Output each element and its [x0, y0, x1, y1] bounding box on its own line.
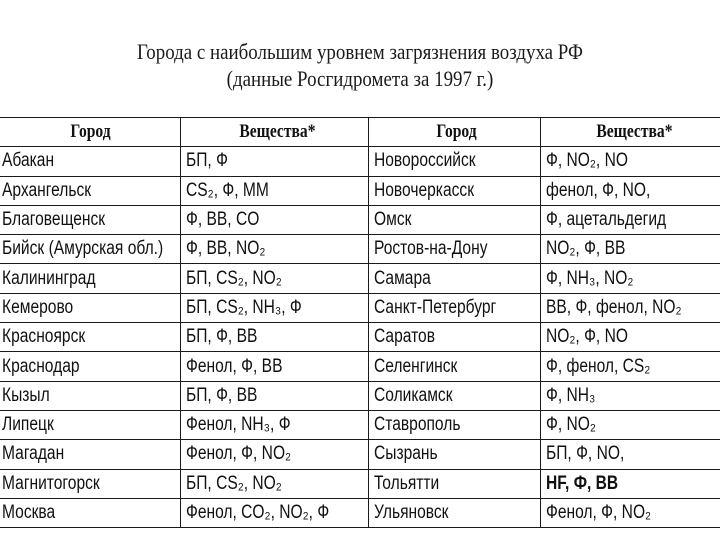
- header-substances-1: Вещества*: [181, 118, 369, 147]
- table-row: [0, 410, 720, 439]
- table-row: [0, 293, 720, 322]
- substances-cell: БП, CS₂, NO₂: [181, 264, 369, 293]
- city-cell: Липецк: [0, 410, 181, 439]
- city-cell: Саратов: [369, 323, 541, 352]
- substances-cell: Ф, NH₃, NO₂: [541, 264, 720, 293]
- city-cell: Санкт-Петербург: [369, 293, 541, 322]
- table-row: [0, 440, 720, 469]
- substances-cell: Фенол, Ф, NO₂: [541, 498, 720, 527]
- substances-cell: Фенол, NH₃, Ф: [181, 410, 369, 439]
- substances-cell: БП, Ф, NO,: [541, 440, 720, 469]
- table-row: [0, 469, 720, 498]
- table-row: [0, 176, 720, 205]
- substances-cell: Фенол, Ф, NO₂: [181, 440, 369, 469]
- substances-cell: Фенол, Ф, ВВ: [181, 352, 369, 381]
- city-cell: Благовещенск: [0, 205, 181, 234]
- table-row: [0, 381, 720, 410]
- header-city-2: Город: [369, 118, 541, 147]
- substances-cell: Ф, NO₂: [541, 410, 720, 439]
- substances-cell: БП, Ф: [181, 147, 369, 176]
- substances-cell: Ф, NH₃: [541, 381, 720, 410]
- substances-cell: NO₂, Ф, NO: [541, 323, 720, 352]
- city-cell: Новороссийск: [369, 147, 541, 176]
- city-cell: Ульяновск: [369, 498, 541, 527]
- header-row: [0, 118, 720, 147]
- table-title: [0, 38, 720, 92]
- substances-cell: ВВ, Ф, фенол, NO₂: [541, 293, 720, 322]
- city-cell: Красноярск: [0, 323, 181, 352]
- city-cell: Краснодар: [0, 352, 181, 381]
- city-cell: Селенгинск: [369, 352, 541, 381]
- substances-cell: фенол, Ф, NO,: [541, 176, 720, 205]
- header-substances-2: Вещества*: [541, 118, 720, 147]
- city-cell: Магадан: [0, 440, 181, 469]
- title-line-2: (данные Росгидромета за 1997 г.): [226, 66, 494, 91]
- city-cell: Самара: [369, 264, 541, 293]
- substances-cell: БП, Ф, ВВ: [181, 323, 369, 352]
- city-cell: Соликамск: [369, 381, 541, 410]
- substances-cell: Ф, ВВ, CO: [181, 205, 369, 234]
- table-row: [0, 147, 720, 176]
- table-row: [0, 205, 720, 234]
- substances-cell: HF, Ф, ВВ: [541, 469, 720, 498]
- substances-cell: Ф, NO₂, NO: [541, 147, 720, 176]
- pollution-table: [0, 117, 720, 528]
- substances-cell: CS₂, Ф, ММ: [181, 176, 369, 205]
- city-cell: Тольятти: [369, 469, 541, 498]
- header-city-1: Город: [0, 118, 181, 147]
- city-cell: Магнитогорск: [0, 469, 181, 498]
- substances-cell: Ф, фенол, CS₂: [541, 352, 720, 381]
- substances-cell: NO₂, Ф, ВВ: [541, 235, 720, 264]
- city-cell: Абакан: [0, 147, 181, 176]
- substances-cell: Фенол, CO₂, NO₂, Ф: [181, 498, 369, 527]
- city-cell: Архангельск: [0, 176, 181, 205]
- city-cell: Кызыл: [0, 381, 181, 410]
- substances-cell: БП, CS₂, NH₃, Ф: [181, 293, 369, 322]
- city-cell: Ставрополь: [369, 410, 541, 439]
- title-line-1: Города с наибольшим уровнем загрязнения воздуха РФ: [137, 39, 583, 64]
- city-cell: Сызрань: [369, 440, 541, 469]
- city-cell: Бийск (Амурская обл.): [0, 235, 181, 264]
- substances-cell: БП, CS₂, NO₂: [181, 469, 369, 498]
- substances-cell: Ф, ацетальдегид: [541, 205, 720, 234]
- city-cell: Ростов-на-Дону: [369, 235, 541, 264]
- table-row: [0, 323, 720, 352]
- substances-cell: БП, Ф, ВВ: [181, 381, 369, 410]
- city-cell: Москва: [0, 498, 181, 527]
- city-cell: Омск: [369, 205, 541, 234]
- table-row: [0, 352, 720, 381]
- table-row: [0, 235, 720, 264]
- city-cell: Калининград: [0, 264, 181, 293]
- table-row: [0, 498, 720, 527]
- city-cell: Новочеркасск: [369, 176, 541, 205]
- table-row: [0, 264, 720, 293]
- city-cell: Кемерово: [0, 293, 181, 322]
- substances-cell: Ф, ВВ, NO₂: [181, 235, 369, 264]
